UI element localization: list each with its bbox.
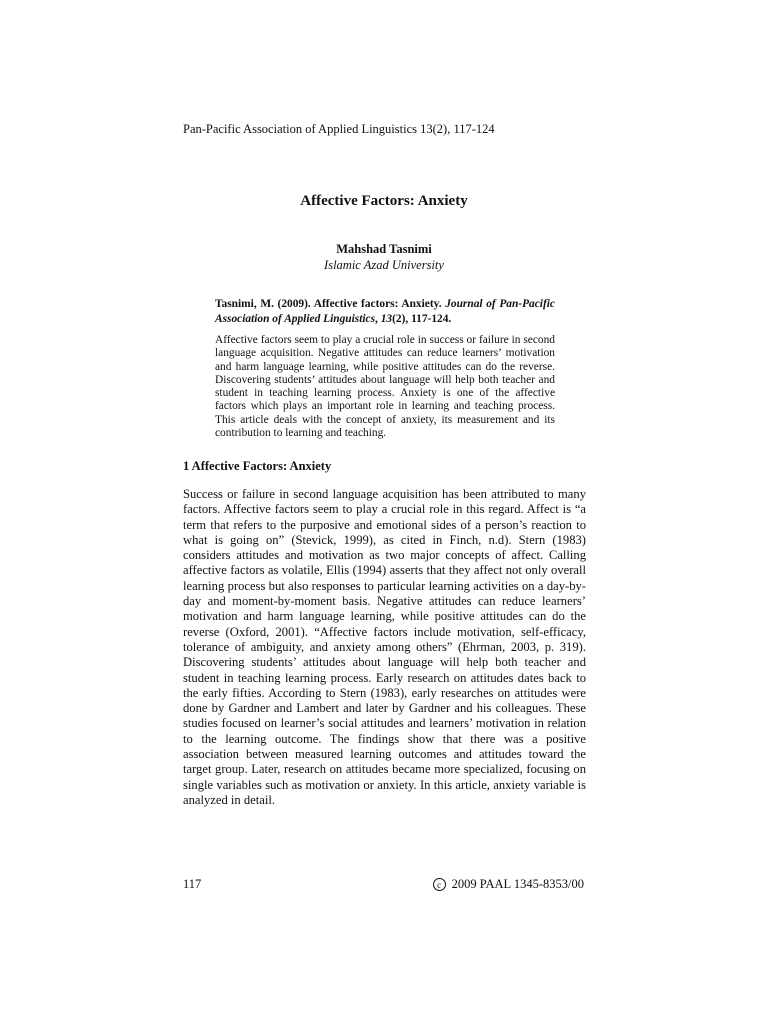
copyright-notice xyxy=(433,876,584,892)
copyright-text: 2009 PAAL 1345-8353/00 xyxy=(451,877,584,891)
body-paragraph: Success or failure in second language acquisition has been attributed to many factors. Affective factors seem to play a crucial role in this regard. Affect is “a term that refers to the purposive and emotional sides of a person’s reaction to what is going on” (Stevick, 1999), as cited in Finch, n.d). Stern (1983) considers attitudes and motivation as two major concepts of affect. Calling affective factors as volatile, Ellis (1994) asserts that they affect not only overall learning process but also responses to particular learning activities on a day-by-day and moment-by-moment basis. Negative attitudes can reduce learners’ motivation and harm language learning, while positive attitudes can do the reverse (Oxford, 2001). “Affective factors include motivation, self-efficacy, tolerance of ambiguity, and anxiety among others” (Ehrman, 2003, p. 319). Discovering students’ attitudes about language will help both teacher and student in teaching learning process. Early research on attitudes dates back to the early fifties. According to Stern (1983), early researches on attitudes were done by Gardner and Lambert and later by Gardner and his colleagues. These studies focused on learner’s social attitudes and learners’ motivation in relation to the learning outcome. The findings show that there was a positive association between measured learning outcomes and attitudes toward the target group. Later, research on attitudes became more specialized, focusing on single variables such as motivation or anxiety. In this article, anxiety variable is analyzed in detail. xyxy=(183,487,586,807)
citation-volume: 13 xyxy=(380,312,393,325)
copyright-icon: c xyxy=(433,878,446,891)
citation-rest: (2), 117-124. xyxy=(392,312,452,325)
article-title: Affective Factors: Anxiety xyxy=(300,193,468,209)
running-header: Pan-Pacific Association of Applied Linguistics 13(2), 117-124 xyxy=(183,122,495,136)
section-heading: 1 Affective Factors: Anxiety xyxy=(183,459,332,473)
author-affiliation: Islamic Azad University xyxy=(324,258,444,272)
author-name: Mahshad Tasnimi xyxy=(336,242,432,256)
citation-prefix: Tasnimi, M. (2009). Affective factors: Anxiety. xyxy=(215,298,446,310)
citation-separator: , xyxy=(375,312,381,325)
citation-journal: Journal of Pan-Pacific Association of Applied Linguistics xyxy=(215,298,555,325)
citation xyxy=(215,297,555,326)
abstract-text: Affective factors seem to play a crucial role in success or failure in second language acquisition. Negative attitudes can reduce learners’ motivation and harm language learning, while positive attitudes can do the reverse. Discovering students’ attitudes about language will help both teacher and student in teaching learning process. Anxiety is one of the affective factors which plays an important role in learning and teaching process. This article deals with the concept of anxiety, its measurement and its contribution to learning and teaching. xyxy=(215,334,555,440)
page-number: 117 xyxy=(183,877,202,891)
